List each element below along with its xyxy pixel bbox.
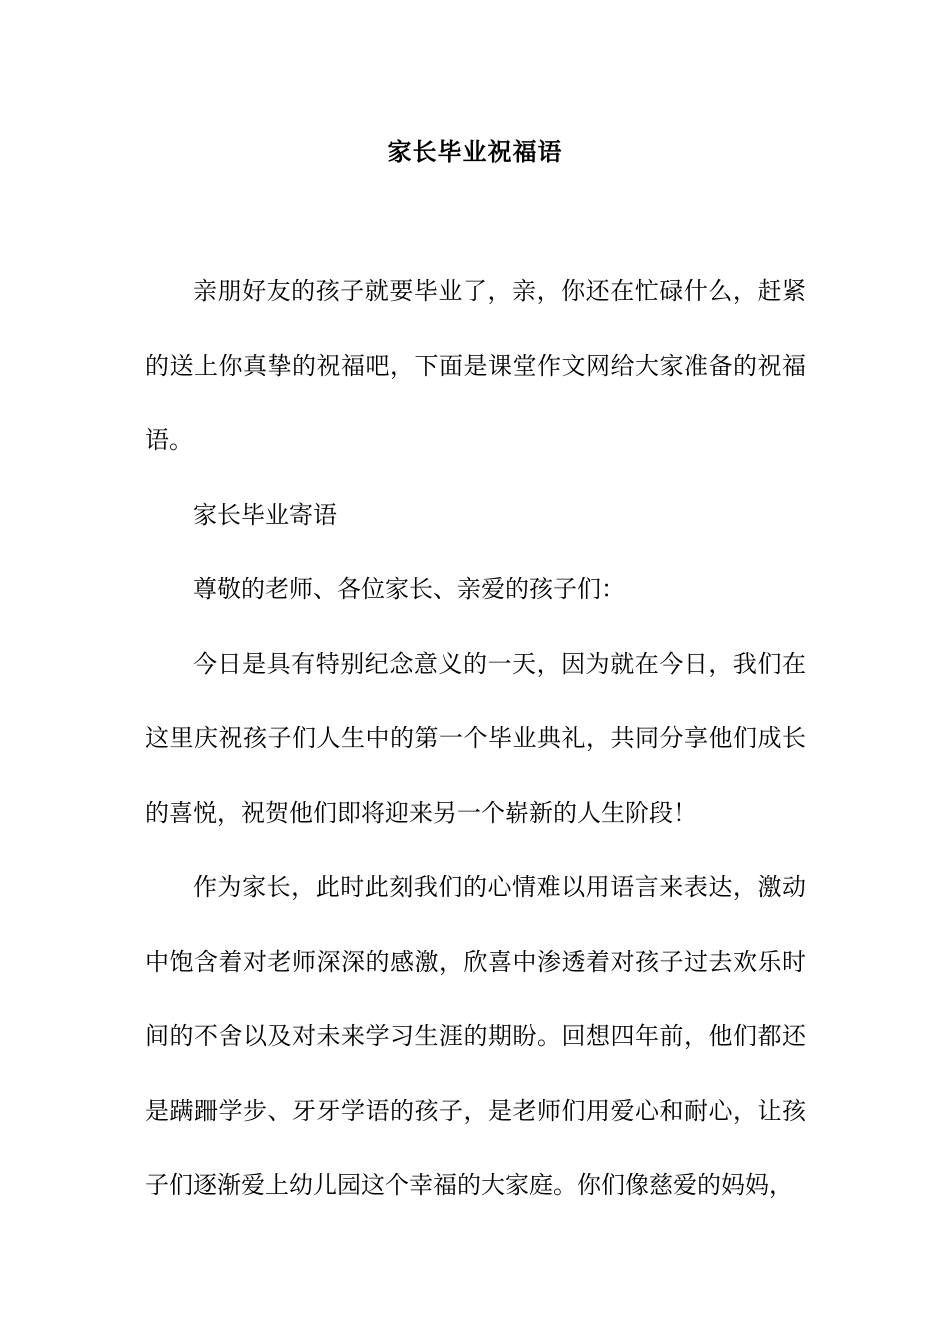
salutation-paragraph: 尊敬的老师、各位家长、亲爱的孩子们： <box>193 575 625 603</box>
intro-paragraph: 亲朋好友的孩子就要毕业了，亲，你还在忙碌什么，赶紧的送上你真挚的祝福吧，下面是课堂作文网给大家准备的祝福语。 <box>145 277 806 454</box>
document-title: 家长毕业祝福语 <box>387 137 563 166</box>
body-paragraph: 作为家长，此时此刻我们的心情难以用语言来表达，激动中饱含着对老师深深的感激，欣喜中渗透着对孩子过去欢乐时间的不舍以及对未来学习生涯的期盼。回想四年前，他们都还是蹒跚学步、牙牙学语的孩子，是老师们用爱心和耐心，让孩子们逐渐爱上幼儿园这个幸福的大家庭。你们像慈爱的妈妈， <box>145 873 806 1199</box>
section-heading: 家长毕业寄语 <box>193 500 337 529</box>
body-paragraph: 今日是具有特别纪念意义的一天，因为就在今日，我们在这里庆祝孩子们人生中的第一个毕业典礼，共同分享他们成长的喜悦，祝贺他们即将迎来另一个崭新的人生阶段！ <box>145 649 806 827</box>
document-body <box>145 254 806 1223</box>
